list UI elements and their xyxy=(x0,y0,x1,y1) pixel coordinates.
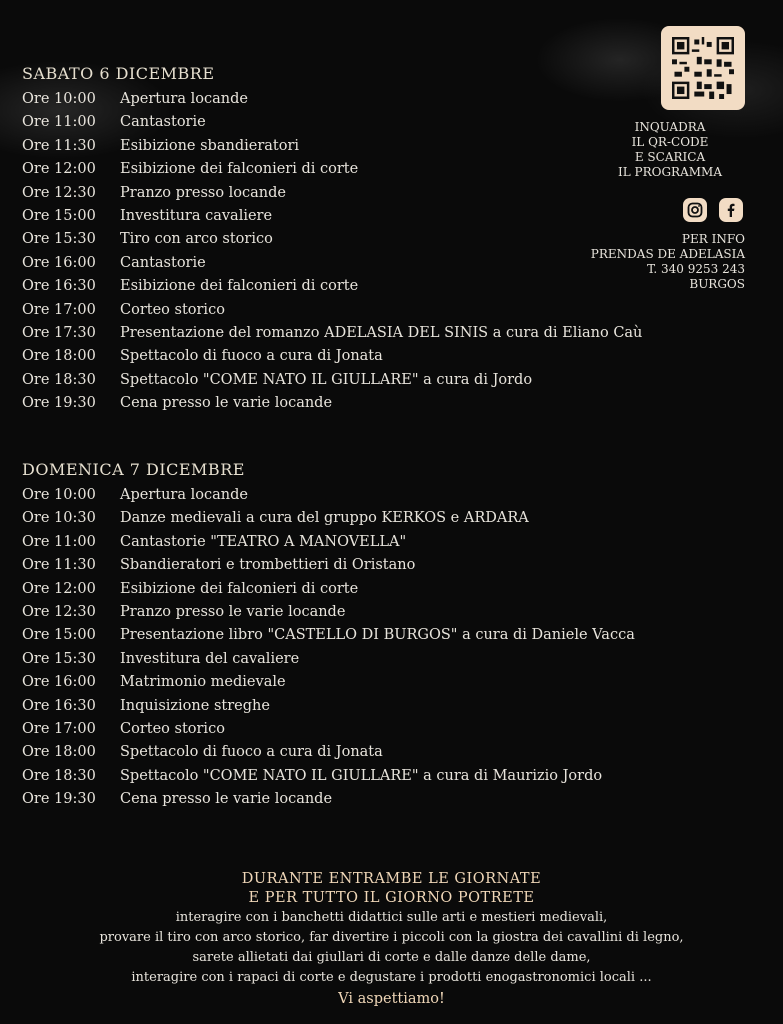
event-time: Ore 11:00 xyxy=(22,533,96,550)
event-time: Ore 18:00 xyxy=(22,744,96,761)
footer-line: sarete allietati dai giullari di corte e dalle danze delle dame, xyxy=(192,950,591,965)
footer-closing: Vi aspettiamo! xyxy=(338,991,445,1007)
event-time: Ore 15:00 xyxy=(22,207,96,224)
event-description: Corteo storico xyxy=(120,301,225,318)
schedule-row xyxy=(22,768,635,791)
event-description: Esibizione dei falconieri di corte xyxy=(120,161,359,178)
schedule-row xyxy=(22,534,635,557)
schedule-row xyxy=(22,604,635,627)
event-description: Cantastorie "TEATRO A MANOVELLA" xyxy=(120,533,407,550)
schedule-row xyxy=(22,698,635,721)
event-time: Ore 11:00 xyxy=(22,114,96,131)
schedule-row xyxy=(22,744,635,767)
schedule-row xyxy=(22,557,635,580)
event-time: Ore 15:00 xyxy=(22,627,96,644)
event-description: Cena presso le varie locande xyxy=(120,395,333,412)
facebook-icon[interactable] xyxy=(719,198,743,222)
qr-instructions xyxy=(545,120,745,180)
event-description: Cena presso le varie locande xyxy=(120,791,333,808)
schedule-row xyxy=(22,91,642,114)
schedule-sunday xyxy=(22,460,635,814)
event-description: Esibizione dei falconieri di corte xyxy=(120,580,359,597)
event-description: Spettacolo di fuoco a cura di Jonata xyxy=(120,744,383,761)
event-description: Danze medievali a cura del gruppo KERKOS e ARDARA xyxy=(120,510,529,527)
day-title: DOMENICA 7 DICEMBRE xyxy=(22,460,245,479)
event-time: Ore 10:00 xyxy=(22,91,96,107)
footer-line: interagire con i banchetti didattici sulle arti e mestieri medievali, xyxy=(175,910,608,925)
schedule-row xyxy=(22,721,635,744)
event-time: Ore 11:30 xyxy=(22,137,96,154)
event-description: Spettacolo di fuoco a cura di Jonata xyxy=(120,348,383,365)
event-time: Ore 18:30 xyxy=(22,371,96,388)
event-time: Ore 19:30 xyxy=(22,791,96,808)
event-description: Sbandieratori e trombettieri di Oristano xyxy=(120,557,416,574)
event-time: Ore 12:00 xyxy=(22,580,96,597)
schedule-row xyxy=(22,791,635,814)
event-description: Esibizione dei falconieri di corte xyxy=(120,278,359,295)
day-title: SABATO 6 DICEMBRE xyxy=(22,64,215,83)
event-description: Presentazione del romanzo ADELASIA DEL SINIS a cura di Eliano Caù xyxy=(120,324,643,341)
qr-code-icon xyxy=(672,37,734,99)
qr-line: IL PROGRAMMA xyxy=(618,165,722,179)
event-description: Apertura locande xyxy=(120,91,248,107)
event-time: Ore 16:30 xyxy=(22,278,96,295)
event-time: Ore 10:30 xyxy=(22,510,96,527)
footer-note xyxy=(0,870,783,1010)
schedule-row xyxy=(22,325,642,348)
event-time: Ore 11:30 xyxy=(22,557,96,574)
schedule-row xyxy=(22,208,642,231)
event-time: Ore 10:00 xyxy=(22,487,96,503)
event-time: Ore 12:30 xyxy=(22,603,96,620)
phone-number: T. 340 9253 243 xyxy=(647,262,745,276)
social-links xyxy=(683,198,743,222)
event-time: Ore 19:30 xyxy=(22,395,96,412)
event-description: Matrimonio medievale xyxy=(120,674,286,691)
event-description: Inquisizione streghe xyxy=(120,697,270,714)
instagram-icon[interactable] xyxy=(683,198,707,222)
event-description: Cantastorie xyxy=(120,114,206,131)
event-description: Presentazione libro "CASTELLO DI BURGOS" a cura di Daniele Vacca xyxy=(120,627,635,644)
event-description: Esibizione sbandieratori xyxy=(120,137,300,154)
event-time: Ore 16:30 xyxy=(22,697,96,714)
event-time: Ore 17:00 xyxy=(22,720,96,737)
contact-info xyxy=(525,232,745,292)
info-line: BURGOS xyxy=(689,277,745,291)
event-time: Ore 15:30 xyxy=(22,650,96,667)
event-time: Ore 17:30 xyxy=(22,324,96,341)
event-time: Ore 16:00 xyxy=(22,674,96,691)
schedule-row xyxy=(22,348,642,371)
schedule-row xyxy=(22,185,642,208)
event-time: Ore 18:30 xyxy=(22,767,96,784)
event-time: Ore 12:30 xyxy=(22,184,96,201)
event-description: Tiro con arco storico xyxy=(120,231,273,248)
info-line: PER INFO xyxy=(681,232,745,246)
schedule-row xyxy=(22,510,635,533)
schedule-row xyxy=(22,581,635,604)
footer-heading: E PER TUTTO IL GIORNO POTRETE xyxy=(248,890,535,906)
event-description: Corteo storico xyxy=(120,720,225,737)
schedule-row xyxy=(22,627,635,650)
event-description: Investitura del cavaliere xyxy=(120,650,300,667)
event-description: Spettacolo "COME NATO IL GIULLARE" a cura di Jordo xyxy=(120,371,533,388)
event-description: Pranzo presso locande xyxy=(120,184,286,201)
event-description: Investitura cavaliere xyxy=(120,207,273,224)
event-description: Apertura locande xyxy=(120,487,248,503)
info-line: PRENDAS DE ADELASIA xyxy=(590,247,745,261)
qr-line: E SCARICA xyxy=(634,150,706,164)
qr-line: IL QR-CODE xyxy=(631,135,709,149)
schedule-row xyxy=(22,651,635,674)
schedule-row xyxy=(22,302,642,325)
event-time: Ore 15:30 xyxy=(22,231,96,248)
event-time: Ore 12:00 xyxy=(22,161,96,178)
event-description: Pranzo presso le varie locande xyxy=(120,603,346,620)
footer-line: provare il tiro con arco storico, far divertire i piccoli con la giostra dei cavallini di legno, xyxy=(99,930,684,945)
event-description: Spettacolo "COME NATO IL GIULLARE" a cura di Maurizio Jordo xyxy=(120,767,603,784)
event-time: Ore 16:00 xyxy=(22,254,96,271)
schedule-row xyxy=(22,674,635,697)
footer-heading: DURANTE ENTRAMBE LE GIORNATE xyxy=(241,871,542,887)
schedule-row xyxy=(22,487,635,510)
event-time: Ore 18:00 xyxy=(22,348,96,365)
qr-code[interactable] xyxy=(661,26,745,110)
footer-line: interagire con i rapaci di corte e degustare i prodotti enogastronomici locali ... xyxy=(131,970,652,985)
qr-line: INQUADRA xyxy=(634,120,706,134)
event-time: Ore 17:00 xyxy=(22,301,96,318)
schedule-row xyxy=(22,395,642,418)
schedule-row xyxy=(22,372,642,395)
event-description: Cantastorie xyxy=(120,254,206,271)
